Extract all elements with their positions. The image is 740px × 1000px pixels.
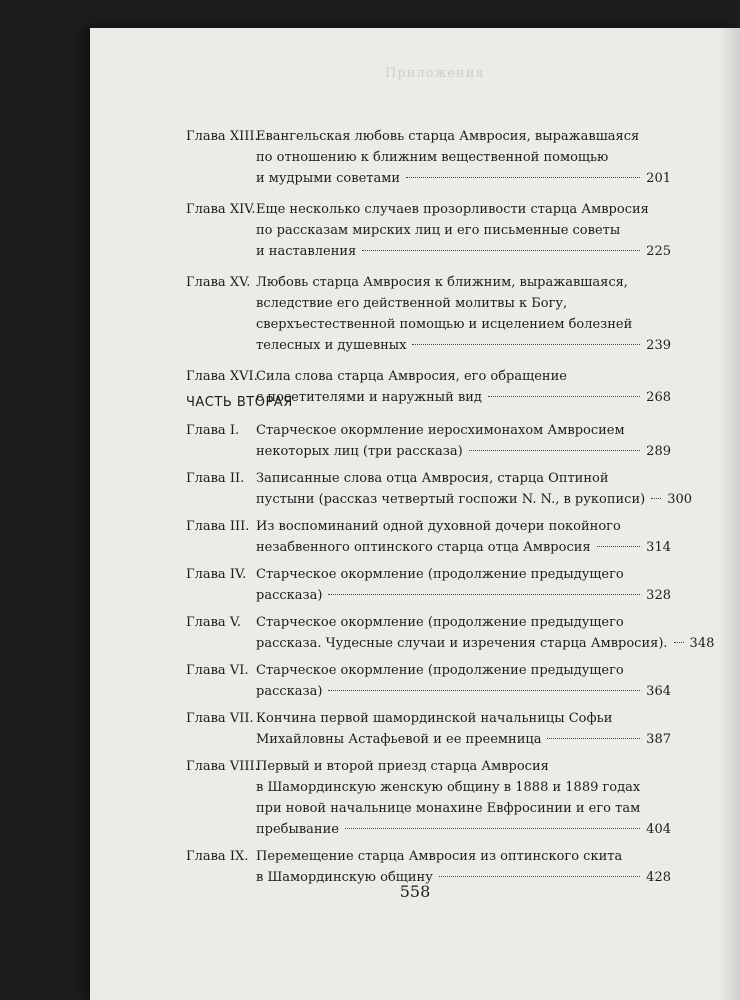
chapter-title-line: пребывание <box>256 822 339 837</box>
chapter-title-line: Из воспоминаний одной духовной дочери покойного <box>256 519 621 534</box>
dot-leader <box>488 396 640 397</box>
page-ref: 348 <box>689 636 715 651</box>
chapter-number: Глава VIII. <box>186 759 259 774</box>
chapter-title-line: Старческое окормление (продолжение предыдущего <box>256 567 624 582</box>
page-ref: 300 <box>667 492 693 507</box>
chapter-title-line: Любовь старца Амвросия к ближним, выражавшаяся, <box>256 275 628 290</box>
chapter-number: Глава XIII. <box>186 129 259 144</box>
chapter-title-line: Евангельская любовь старца Амвросия, выражавшаяся <box>256 129 640 144</box>
page-ref: 225 <box>646 244 671 259</box>
chapter-title-line: по отношению к ближним вещественной помощью <box>256 150 609 165</box>
chapter-title-line: Перемещение старца Амвросия из оптинского скита <box>256 849 623 864</box>
chapter-title <box>256 272 671 356</box>
chapter-title-line: при новой начальнице монахине Евфросинии и его там <box>256 801 641 816</box>
chapter-number: Глава IX. <box>186 849 249 864</box>
chapter-title-last-line <box>256 489 693 510</box>
page-ref: 289 <box>646 444 671 459</box>
dot-leader <box>547 738 640 739</box>
show-through-header: Приложения <box>385 66 485 81</box>
page-ref: 404 <box>646 822 671 837</box>
chapter-title <box>256 126 671 189</box>
chapter-title <box>256 612 715 654</box>
chapter-title-last-line <box>256 387 671 408</box>
chapter-title-line: Еще несколько случаев прозорливости старца Амвросия <box>256 202 649 217</box>
dot-leader <box>412 344 640 345</box>
chapter-title-line: Старческое окормление (продолжение предыдущего <box>256 615 624 630</box>
chapter-title <box>256 199 671 262</box>
page-ref: 328 <box>646 588 671 603</box>
chapter-title-line: и наставления <box>256 244 357 259</box>
chapter-number: Глава II. <box>186 471 245 486</box>
page-ref: 239 <box>646 338 671 353</box>
chapter-title-line: Сила слова старца Амвросия, его обращение <box>256 369 567 384</box>
page-ref: 387 <box>646 732 671 747</box>
chapter-title <box>256 366 671 408</box>
chapter-title-last-line <box>256 241 671 262</box>
chapter-title-line: Старческое окормление (продолжение предыдущего <box>256 663 624 678</box>
chapter-title <box>256 420 671 462</box>
chapter-title-line: Кончина первой шамординской начальницы Софьи <box>256 711 613 726</box>
chapter-number: Глава VI. <box>186 663 249 678</box>
page-ref: 201 <box>646 171 671 186</box>
dot-leader <box>651 498 661 499</box>
chapter-title-line: незабвенного оптинского старца отца Амвросия <box>256 540 591 555</box>
chapter-title <box>256 516 671 558</box>
chapter-title-last-line <box>256 729 671 750</box>
page-ref: 268 <box>646 390 671 405</box>
dot-leader <box>674 642 684 643</box>
chapter-title <box>256 660 671 702</box>
chapter-title-line: рассказа) <box>256 684 323 699</box>
chapter-number: Глава I. <box>186 423 240 438</box>
chapter-title-line: некоторых лиц (три рассказа) <box>256 444 463 459</box>
chapter-title-line: вследствие его действенной молитвы к Богу, <box>256 296 568 311</box>
chapter-title-line: Михайловны Астафьевой и ее преемница <box>256 732 542 747</box>
chapter-title <box>256 468 693 510</box>
page-ref: 314 <box>646 540 671 555</box>
chapter-title-line: рассказа) <box>256 588 323 603</box>
chapter-title-line: рассказа. Чудесные случаи и изречения старца Амвросия). <box>256 636 668 651</box>
chapter-title-last-line <box>256 681 671 702</box>
dot-leader <box>406 177 640 178</box>
chapter-title-last-line <box>256 633 715 654</box>
chapter-title-line: сверхъестественной помощью и исцелением болезней <box>256 317 633 332</box>
page-ref: 364 <box>646 684 671 699</box>
chapter-title <box>256 708 671 750</box>
dot-leader <box>328 594 640 595</box>
chapter-title-line: в Шамординскую женскую общину в 1888 и 1889 годах <box>256 780 641 795</box>
chapter-title-last-line <box>256 335 671 356</box>
chapter-number: Глава V. <box>186 615 242 630</box>
chapter-title-line: с посетителями и наружный вид <box>256 390 482 405</box>
chapter-number: Глава XV. <box>186 275 251 290</box>
part-title: ЧАСТЬ ВТОРАЯ <box>186 395 293 410</box>
chapter-title-line: телесных и душевных <box>256 338 407 353</box>
chapter-title-line: по рассказам мирских лиц и его письменные советы <box>256 223 621 238</box>
chapter-number: Глава III. <box>186 519 250 534</box>
chapter-title-line: пустыни (рассказ четвертый госпожи N. N., в рукописи) <box>256 492 646 507</box>
chapter-number: Глава XVI. <box>186 369 258 384</box>
chapter-title-last-line <box>256 441 671 462</box>
chapter-title-last-line <box>256 819 671 840</box>
dot-leader <box>597 546 641 547</box>
chapter-title <box>256 756 671 840</box>
chapter-title-last-line <box>256 168 671 189</box>
chapter-title <box>256 564 671 606</box>
page-ref: 428 <box>646 870 671 885</box>
dot-leader <box>328 690 640 691</box>
dot-leader <box>469 450 640 451</box>
chapter-number: Глава IV. <box>186 567 247 582</box>
chapter-title-line: Записанные слова отца Амвросия, старца Оптиной <box>256 471 609 486</box>
chapter-number: Глава VII. <box>186 711 254 726</box>
page-number: 558 <box>399 882 431 901</box>
chapter-title-last-line <box>256 537 671 558</box>
table-of-contents <box>90 28 740 1000</box>
chapter-title-line: Первый и второй приезд старца Амвросия <box>256 759 549 774</box>
chapter-title-line: Старческое окормление иеросхимонахом Амвросием <box>256 423 625 438</box>
dot-leader <box>439 876 640 877</box>
dot-leader <box>345 828 640 829</box>
chapter-title-last-line <box>256 585 671 606</box>
book-page <box>90 28 740 1000</box>
chapter-number: Глава XIV. <box>186 202 256 217</box>
chapter-title-line: в Шамординскую общину <box>256 870 433 885</box>
chapter-title-line: и мудрыми советами <box>256 171 400 186</box>
dot-leader <box>362 250 640 251</box>
